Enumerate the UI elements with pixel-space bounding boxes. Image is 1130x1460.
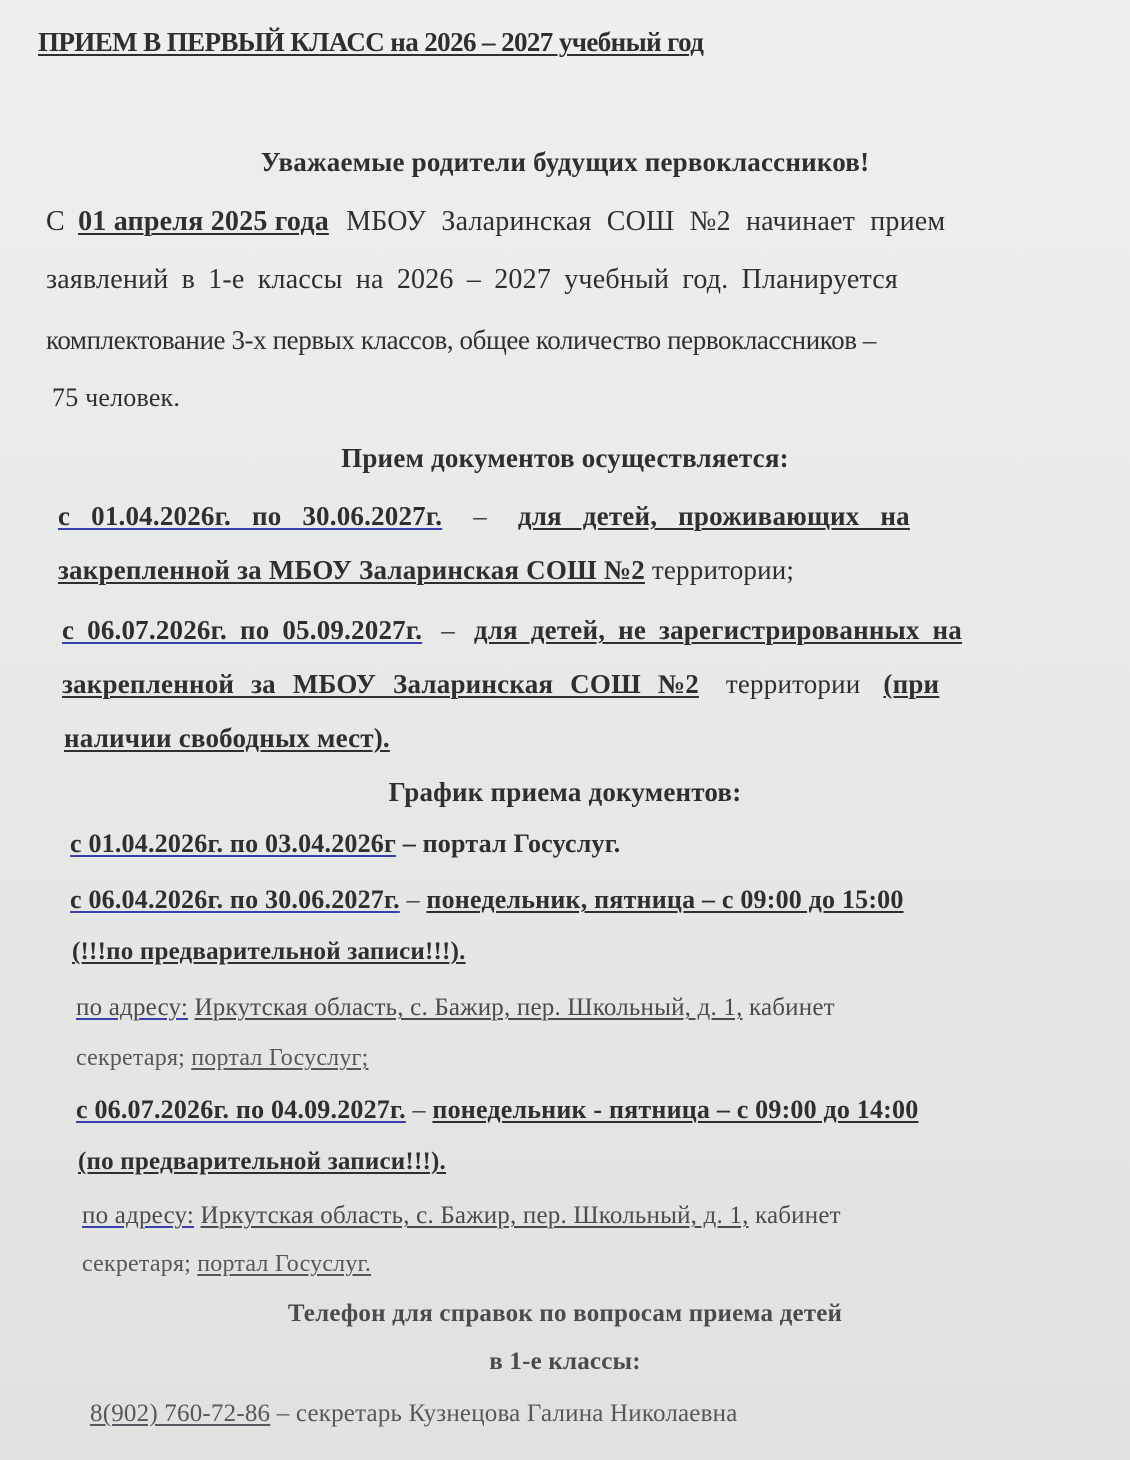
greeting: Уважаемые родители будущих первоклассников! <box>260 147 870 177</box>
period1-dash: – <box>473 501 487 531</box>
schedule3-note: (по предварительной записи!!!). <box>78 1148 446 1175</box>
intro-line-1 <box>46 206 1106 238</box>
period2-desc1: для детей, не зарегистрированных на <box>473 615 962 645</box>
period1-dates: с 01.04.2026г. по 30.06.2027г. <box>58 501 443 531</box>
contact-line <box>90 1398 738 1430</box>
schedule3-rest: понедельник - пятница – с 09:00 до 14:00 <box>432 1095 919 1124</box>
schedule2-rest: понедельник, пятница – с 09:00 до 15:00 <box>426 885 904 914</box>
period2-dates: с 06.07.2026г. по 05.09.2027г. <box>62 615 423 645</box>
period2-tail: территории <box>725 669 861 699</box>
schedule3-address-2 <box>82 1248 371 1280</box>
intro-line-2: заявлений в 1-е классы на 2026 – 2027 учебный год. Планируется <box>46 264 898 295</box>
period2-dash: – <box>441 615 455 645</box>
period1-desc2: закрепленной за МБОУ Заларинская СОШ №2 <box>58 555 645 585</box>
schedule1-dates: с 01.04.2026г. по 03.04.2026г <box>70 829 397 858</box>
period2-line2 <box>62 668 939 700</box>
period1-line2 <box>58 554 794 586</box>
schedule2-address <box>76 992 835 1024</box>
phone-title-1: Телефон для справок по вопросам приема детей <box>287 1300 843 1327</box>
period2-note1: (при <box>883 669 940 699</box>
period2-line1 <box>62 614 962 646</box>
schedule3-line1 <box>76 1094 918 1126</box>
intro-c: С <box>46 206 65 237</box>
schedule3-addr2: секретаря; <box>82 1251 192 1277</box>
intro-line-3: комплектование 3-х первых классов, общее количество первоклассников – <box>46 325 877 355</box>
schedule2-note: (!!!по предварительной записи!!!). <box>72 938 466 965</box>
contact-rest: – секретарь Кузнецова Галина Николаевна <box>276 1400 738 1427</box>
schedule1-rest: – портал Госуслуг. <box>402 829 621 858</box>
schedule2-dates: с 06.04.2026г. по 30.06.2027г. <box>70 885 400 914</box>
schedule3-address <box>82 1200 841 1232</box>
schedule2-line1 <box>70 884 904 916</box>
intro-date: 01 апреля 2025 года <box>78 206 329 237</box>
schedule2-address-2 <box>76 1042 368 1074</box>
document-heading: ПРИЕМ В ПЕРВЫЙ КЛАСС на 2026 – 2027 учебный год <box>38 27 704 57</box>
schedule3-addr-prefix: по адресу: <box>82 1202 195 1229</box>
period1-line1 <box>58 500 910 532</box>
schedule2-addr-tail: кабинет <box>748 994 835 1021</box>
schedule2-addr: Иркутская область, с. Бажир, пер. Школьный, д. 1, <box>194 994 743 1021</box>
period2-note2: наличии свободных мест). <box>64 723 390 753</box>
schedule2-addr2: секретаря; <box>76 1045 186 1071</box>
intro-line-1-rest: МБОУ Заларинская СОШ №2 начинает прием <box>346 206 946 237</box>
schedule3-portal: портал Госуслуг. <box>197 1251 372 1277</box>
contact-phone: 8(902) 760-72-86 <box>90 1400 271 1427</box>
schedule3-addr: Иркутская область, с. Бажир, пер. Школьный, д. 1, <box>200 1202 749 1229</box>
schedule2-portal: портал Госуслуг; <box>191 1045 369 1071</box>
phone-title-2: в 1-е классы: <box>489 1348 641 1375</box>
period2-desc2: закрепленной за МБОУ Заларинская СОШ №2 <box>62 669 699 699</box>
schedule-title: График приема документов: <box>388 777 742 807</box>
period1-tail: территории; <box>651 555 795 585</box>
intro-line-4: 75 человек. <box>52 383 181 412</box>
schedule2-dash: – <box>406 885 420 914</box>
schedule1-line <box>70 828 620 860</box>
schedule3-dates: с 06.07.2026г. по 04.09.2027г. <box>76 1095 406 1124</box>
schedule3-addr-tail: кабинет <box>754 1202 841 1229</box>
period1-desc1: для детей, проживающих на <box>517 501 910 531</box>
admission-title: Прием документов осуществляется: <box>341 443 789 473</box>
schedule2-addr-prefix: по адресу: <box>76 994 189 1021</box>
schedule3-dash: – <box>412 1095 426 1124</box>
